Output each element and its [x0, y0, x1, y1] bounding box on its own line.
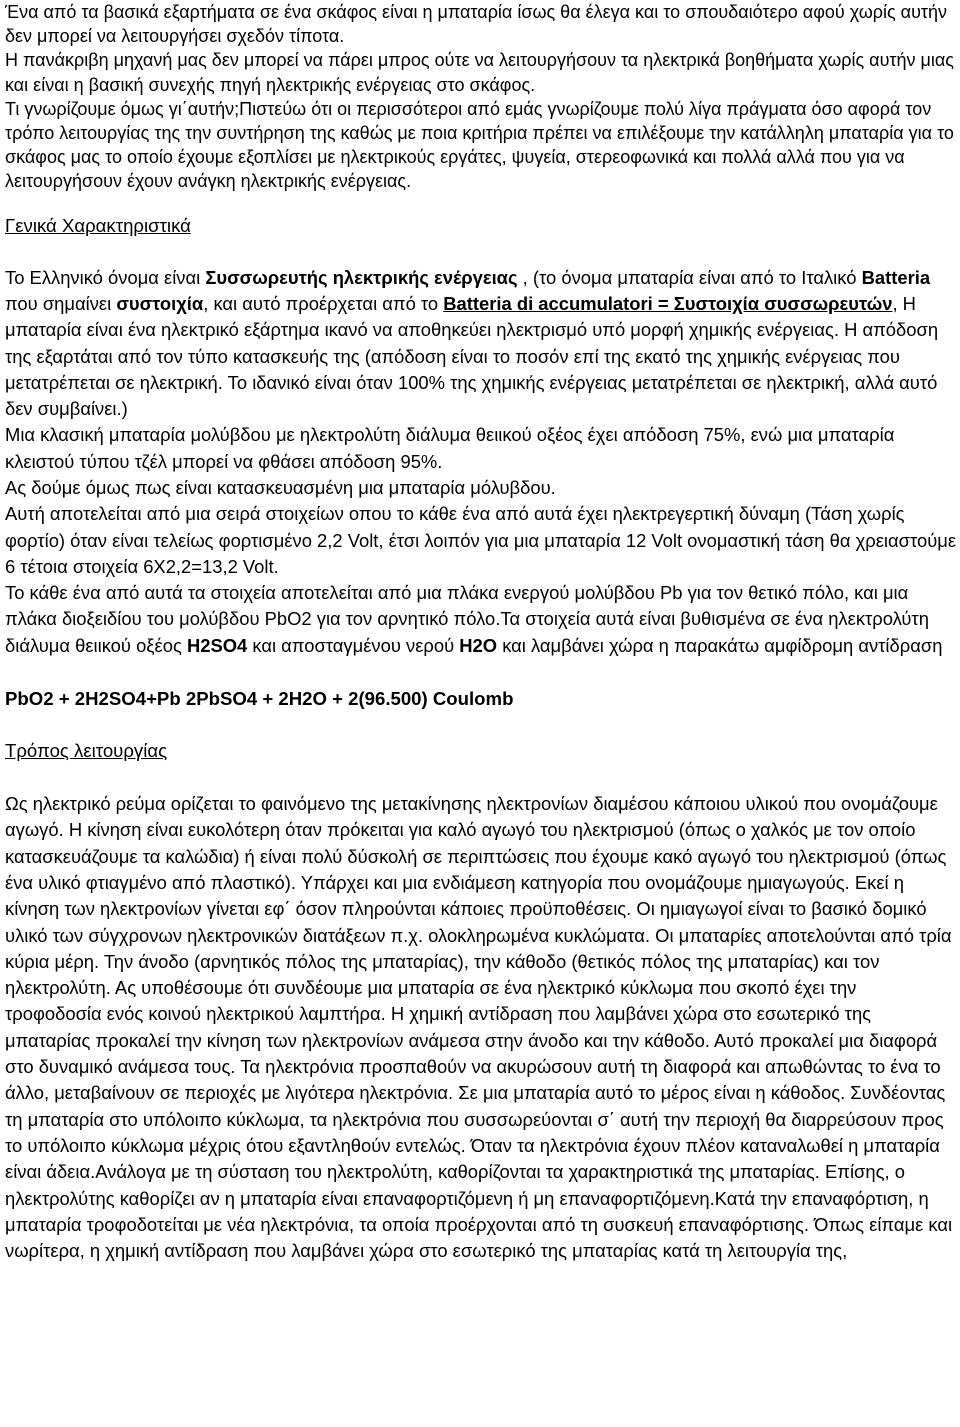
- text-run-bold: H2O: [459, 634, 498, 656]
- general-paragraph-2: Μια κλασική μπαταρία μολύβδου με ηλεκτρολύτη διάλυμα θειικού οξέος έχει απόδοση 75%, ενώ μια μπαταρία κλειστού τύπου τζέλ μπορεί να φθάσει απόδοση 95%.: [5, 424, 895, 472]
- text-run: Το Ελληνικό όνομα είναι: [5, 266, 206, 288]
- general-paragraph-1: [5, 265, 957, 423]
- section-heading-general-text: Γενικά Χαρακτηριστικά: [5, 214, 191, 236]
- text-run-bold: H2SO4: [186, 634, 248, 656]
- operation-paragraph-1: Ως ηλεκτρικό ρεύμα ορίζεται το φαινόμενο της μετακίνησης ηλεκτρονίων διαμέσου κάποιου υλικού που ονομάζουμε αγωγό. Η κίνηση είναι ευκολότερη όταν πρόκειται για καλό αγωγό του ηλεκτρισμού (όπως ο χαλκός με τον οποίο κατασκευάζουμε τα καλώδια) ή είναι πολύ δύσκολή σε περιπτώσεις που έχουμε κακό αγωγό του ηλεκτρισμού (όπως ένα υλικό φτιαγμένο από πλαστικό). Υπάρχει και μια ενδιάμεση κατηγορία που ονομάζουμε ημιαγωγούς. Εκεί η κίνηση των ηλεκτρονίων γίνεται εφ΄ όσον πληρούνται κάποιες προϋποθέσεις. Οι ημιαγωγοί είναι το βασικό δομικό υλικό των σύγχρονων ηλεκτρονικών διατάξεων π.χ. ολοκληρωμένα κυκλώματα. Οι μπαταρίες αποτελούνται από τρία κύρια μέρη. Την άνοδο (αρνητικός πόλος της μπαταρίας), την κάθοδο (θετικός πόλος της μπαταρίας) και τον ηλεκτρολύτη. Ας υποθέσουμε ότι συνδέουμε μια μπαταρία σε ένα ηλεκτρικό κύκλωμα που σκοπό έχει την τροφοδοσία ενός κοινού ηλεκτρικού λαμπτήρα. Η χημική αντίδραση που λαμβάνει χώρα στο εσωτερικό της μπαταρίας προκαλεί την κίνηση των ηλεκτρονίων ανάμεσα στην άνοδο και την κάθοδο. Αυτό προκαλεί μια διαφορά στο δυναμικό ανάμεσα τους. Τα ηλεκτρόνια προσπαθούν να ακυρώσουν αυτή τη διαφορά και απωθώντας το ένα το άλλο, μεταβαίνουν σε περιοχές με λιγότερα ηλεκτρόνια. Σε μια μπαταρία αυτό το μέρος είναι η κάθοδος. Συνδέοντας τη μπαταρία στο υπόλοιπο κύκλωμα, τα ηλεκτρόνια που συσσωρεύονται σ΄ αυτή την περιοχή θα διαρρεύσουν προς το υπόλοιπο κύκλωμα μέχρις ότου εξαντληθούν εντελώς. Όταν τα ηλεκτρόνια έχουν πλέον καταναλωθεί η μπαταρία είναι άδεια.Ανάλογα με τη σύσταση του ηλεκτρολύτη, καθορίζονται τα χαρακτηριστικά της μπαταρίας. Επίσης, ο ηλεκτρολύτης καθορίζει αν η μπαταρία είναι επαναφορτιζόμενη ή μη επαναφορτιζόμενη.Κατά την επαναφόρτιση, η μπαταρία τροφοδοτείται με νέα ηλεκτρόνια, τα οποία προέρχονται από τη συσκευή επαναφόρτισης. Όπως είπαμε και νωρίτερα, η χημική αντίδραση που λαμβάνει χώρα στο εσωτερικό της μπαταρίας κατά τη λειτουργία της,: [5, 793, 953, 1262]
- general-paragraph-4: Αυτή αποτελείται από μια σειρά στοιχείων οπου το κάθε ένα από αυτά έχει ηλεκτρεγερτική δύναμη (Τάση χωρίς φορτίο) όταν είναι τελείως φορτισμένο 2,2 Volt, έτσι λοιπόν για μια μπαταρία 12 Volt ονομαστική τάση θα χρειαστούμε 6 τέτοια στοιχεία 6Χ2,2=13,2 Volt.: [5, 503, 957, 577]
- text-run-bold: Συσσωρευτής ηλεκτρικής ενέργειας: [205, 266, 518, 288]
- spacer: [5, 194, 957, 213]
- spacer: [5, 659, 957, 686]
- text-run-bold: Batteria: [861, 266, 931, 288]
- section-heading-operation-text: Τρόπος λειτουργίας: [5, 740, 168, 762]
- text-run: Το κάθε ένα από αυτά τα στοιχεία αποτελείται από μια πλάκα ενεργού μολύβδου Pb για τον θετικό πόλο, και μια πλάκα διοξειδίου του μολύβδου PbO2 για τον αρνητικό πόλο.Τα στοιχεία αυτά είναι βυθισμένα σε ένα ηλεκτρολύτη διάλυμα θειικού οξέος: [5, 582, 929, 656]
- general-paragraph-5: [5, 580, 957, 659]
- text-run: που σημαίνει: [5, 292, 117, 314]
- text-run-bold: συστοιχία: [116, 292, 204, 314]
- text-run-bold-underline: Batteria di accumulatori = Συστοιχία συσσωρευτών: [443, 292, 893, 314]
- general-paragraph-3: Ας δούμε όμως πως είναι κατασκευασμένη μια μπαταρία μόλυβδου.: [5, 477, 556, 498]
- section-heading-general: [5, 213, 957, 239]
- intro-paragraph-2: Η πανάκριβη μηχανή μας δεν μπορεί να πάρει μπρος ούτε να λειτουργήσουν τα ηλεκτρικά βοηθήματα χωρίς αυτήν μιας και είναι η βασική συνεχής πηγή ηλεκτρικής ενέργειας στο σκάφος.: [5, 50, 954, 95]
- document-page: [5, 0, 957, 1264]
- section-heading-operation: [5, 738, 957, 764]
- text-run: , (το όνομα μπαταρία είναι από το Ιταλικό: [517, 266, 862, 288]
- text-run: και λαμβάνει χώρα η παρακάτω αμφίδρομη αντίδραση: [497, 634, 943, 656]
- text-run: , Η μπαταρία είναι ένα ηλεκτρικό εξάρτημα ικανό να αποθηκεύει ηλεκτρισμό υπό μορφή χημικής ενέργειας. Η απόδοση της εξαρτάται από τον τύπο κατασκευής της (απόδοση είναι το ποσόν επί της εκατό της χημικής ενέργειας που μετατρέπεται σε ηλεκτρική. Το ιδανικό είναι όταν 100% της χημικής ενέργειας μετατρέπεται σε ηλεκτρική, αλλά αυτό δεν συμβαίνει.): [5, 292, 939, 420]
- spacer: [5, 712, 957, 738]
- spacer: [5, 239, 957, 265]
- intro-paragraph-3: Τι γνωρίζουμε όμως γι΄αυτήν;Πιστεύω ότι οι περισσότεροι από εμάς γνωρίζουμε πολύ λίγα πράγματα όσο αφορά τον τρόπο λειτουργίας της την συντήρηση της καθώς με ποια κριτήρια πρέπει να επιλέξουμε την κατάλληλη μπαταρία για το σκάφος μας το οποίο έχουμε εξοπλίσει με ηλεκτρικούς εργάτες, ψυγεία, στερεοφωνικά και πολλά αλλά που για να λειτουργήσουν έχουν ανάγκη ηλεκτρικής ενέργειας.: [5, 98, 954, 192]
- intro-paragraph-1: Ένα από τα βασικά εξαρτήματα σε ένα σκάφος είναι η μπαταρία ίσως θα έλεγα και το σπουδαιότερο αφού χωρίς αυτήν δεν μπορεί να λειτουργήσει σχεδόν τίποτα.: [5, 2, 948, 47]
- text-run: και αποσταγμένου νερού: [247, 634, 460, 656]
- text-run: , και αυτό προέρχεται από το: [203, 292, 444, 314]
- chemical-formula: PbO2 + 2H2SO4+Pb 2PbSO4 + 2H2O + 2(96.500) Coulomb: [5, 688, 514, 710]
- spacer: [5, 764, 957, 791]
